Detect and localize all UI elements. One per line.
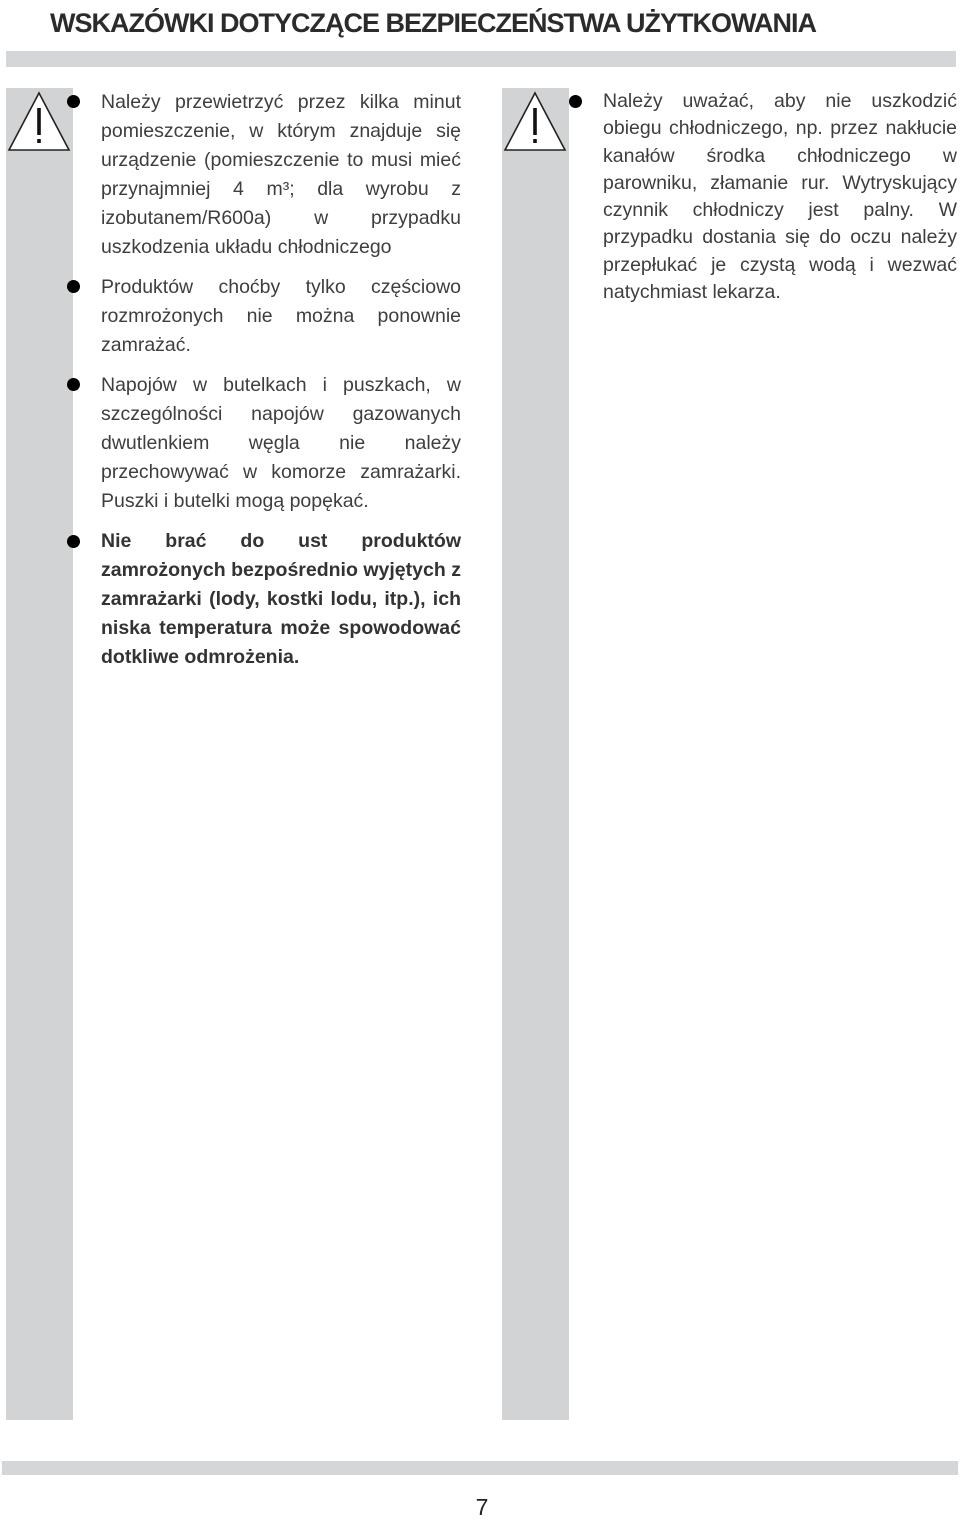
list-item-text: Należy przewietrzyć przez kilka minut pomieszczenie, w którym znajduje się urządzenie (pomieszczenie to musi mieć przynajmniej 4 m³; dla wyrobu z izobutanem/R600a) w przypadku uszkodzenia układu chłodniczego [101,91,461,258]
list-item-text: Należy uważać, aby nie uszkodzić obiegu chłodniczego, np. przez nakłucie kanałów środka chłodniczego w parowniku, złamanie rur. Wytryskujący czynnik chłodniczy jest palny. W przypadku dostania się do oczu należy przepłukać je czystą wodą i wezwać natychmiast lekarza. [603,90,957,304]
footer-divider-bar [2,1461,958,1475]
bullet-icon [67,95,80,108]
list-item [67,273,461,360]
list-item [67,371,461,516]
bullet-icon [67,280,80,293]
right-margin-strip [502,88,569,1420]
warning-triangle-icon [503,90,567,154]
page-number: 7 [475,1494,489,1520]
list-item [67,527,461,672]
list-item [67,88,461,262]
list-item-text: Nie brać do ust produktów zamrożonych bezpośrednio wyjętych z zamrażarki (lody, kostki lodu, itp.), ich niska temperatura może spowodować dotkliwe odmrożenia. [101,530,461,668]
list-item-text: Produktów choćby tylko częściowo rozmrożonych nie można ponownie zamrażać. [101,276,461,356]
header-divider-bar [6,51,956,67]
page-title: WSKAZÓWKI DOTYCZĄCE BEZPIECZEŃSTWA UŻYTKOWANIA [50,8,816,38]
warning-triangle-icon [7,90,71,154]
right-column [569,88,957,317]
list-item [569,88,957,306]
left-margin-strip [6,88,73,1420]
list-item-text: Napojów w butelkach i puszkach, w szczególności napojów gazowanych dwutlenkiem węgla nie należy przechowywać w komorze zamrażarki. Puszki i butelki mogą popękać. [101,374,461,512]
bullet-icon [67,535,80,548]
bullet-icon [569,95,582,108]
left-column [67,88,461,683]
bullet-icon [67,378,80,391]
